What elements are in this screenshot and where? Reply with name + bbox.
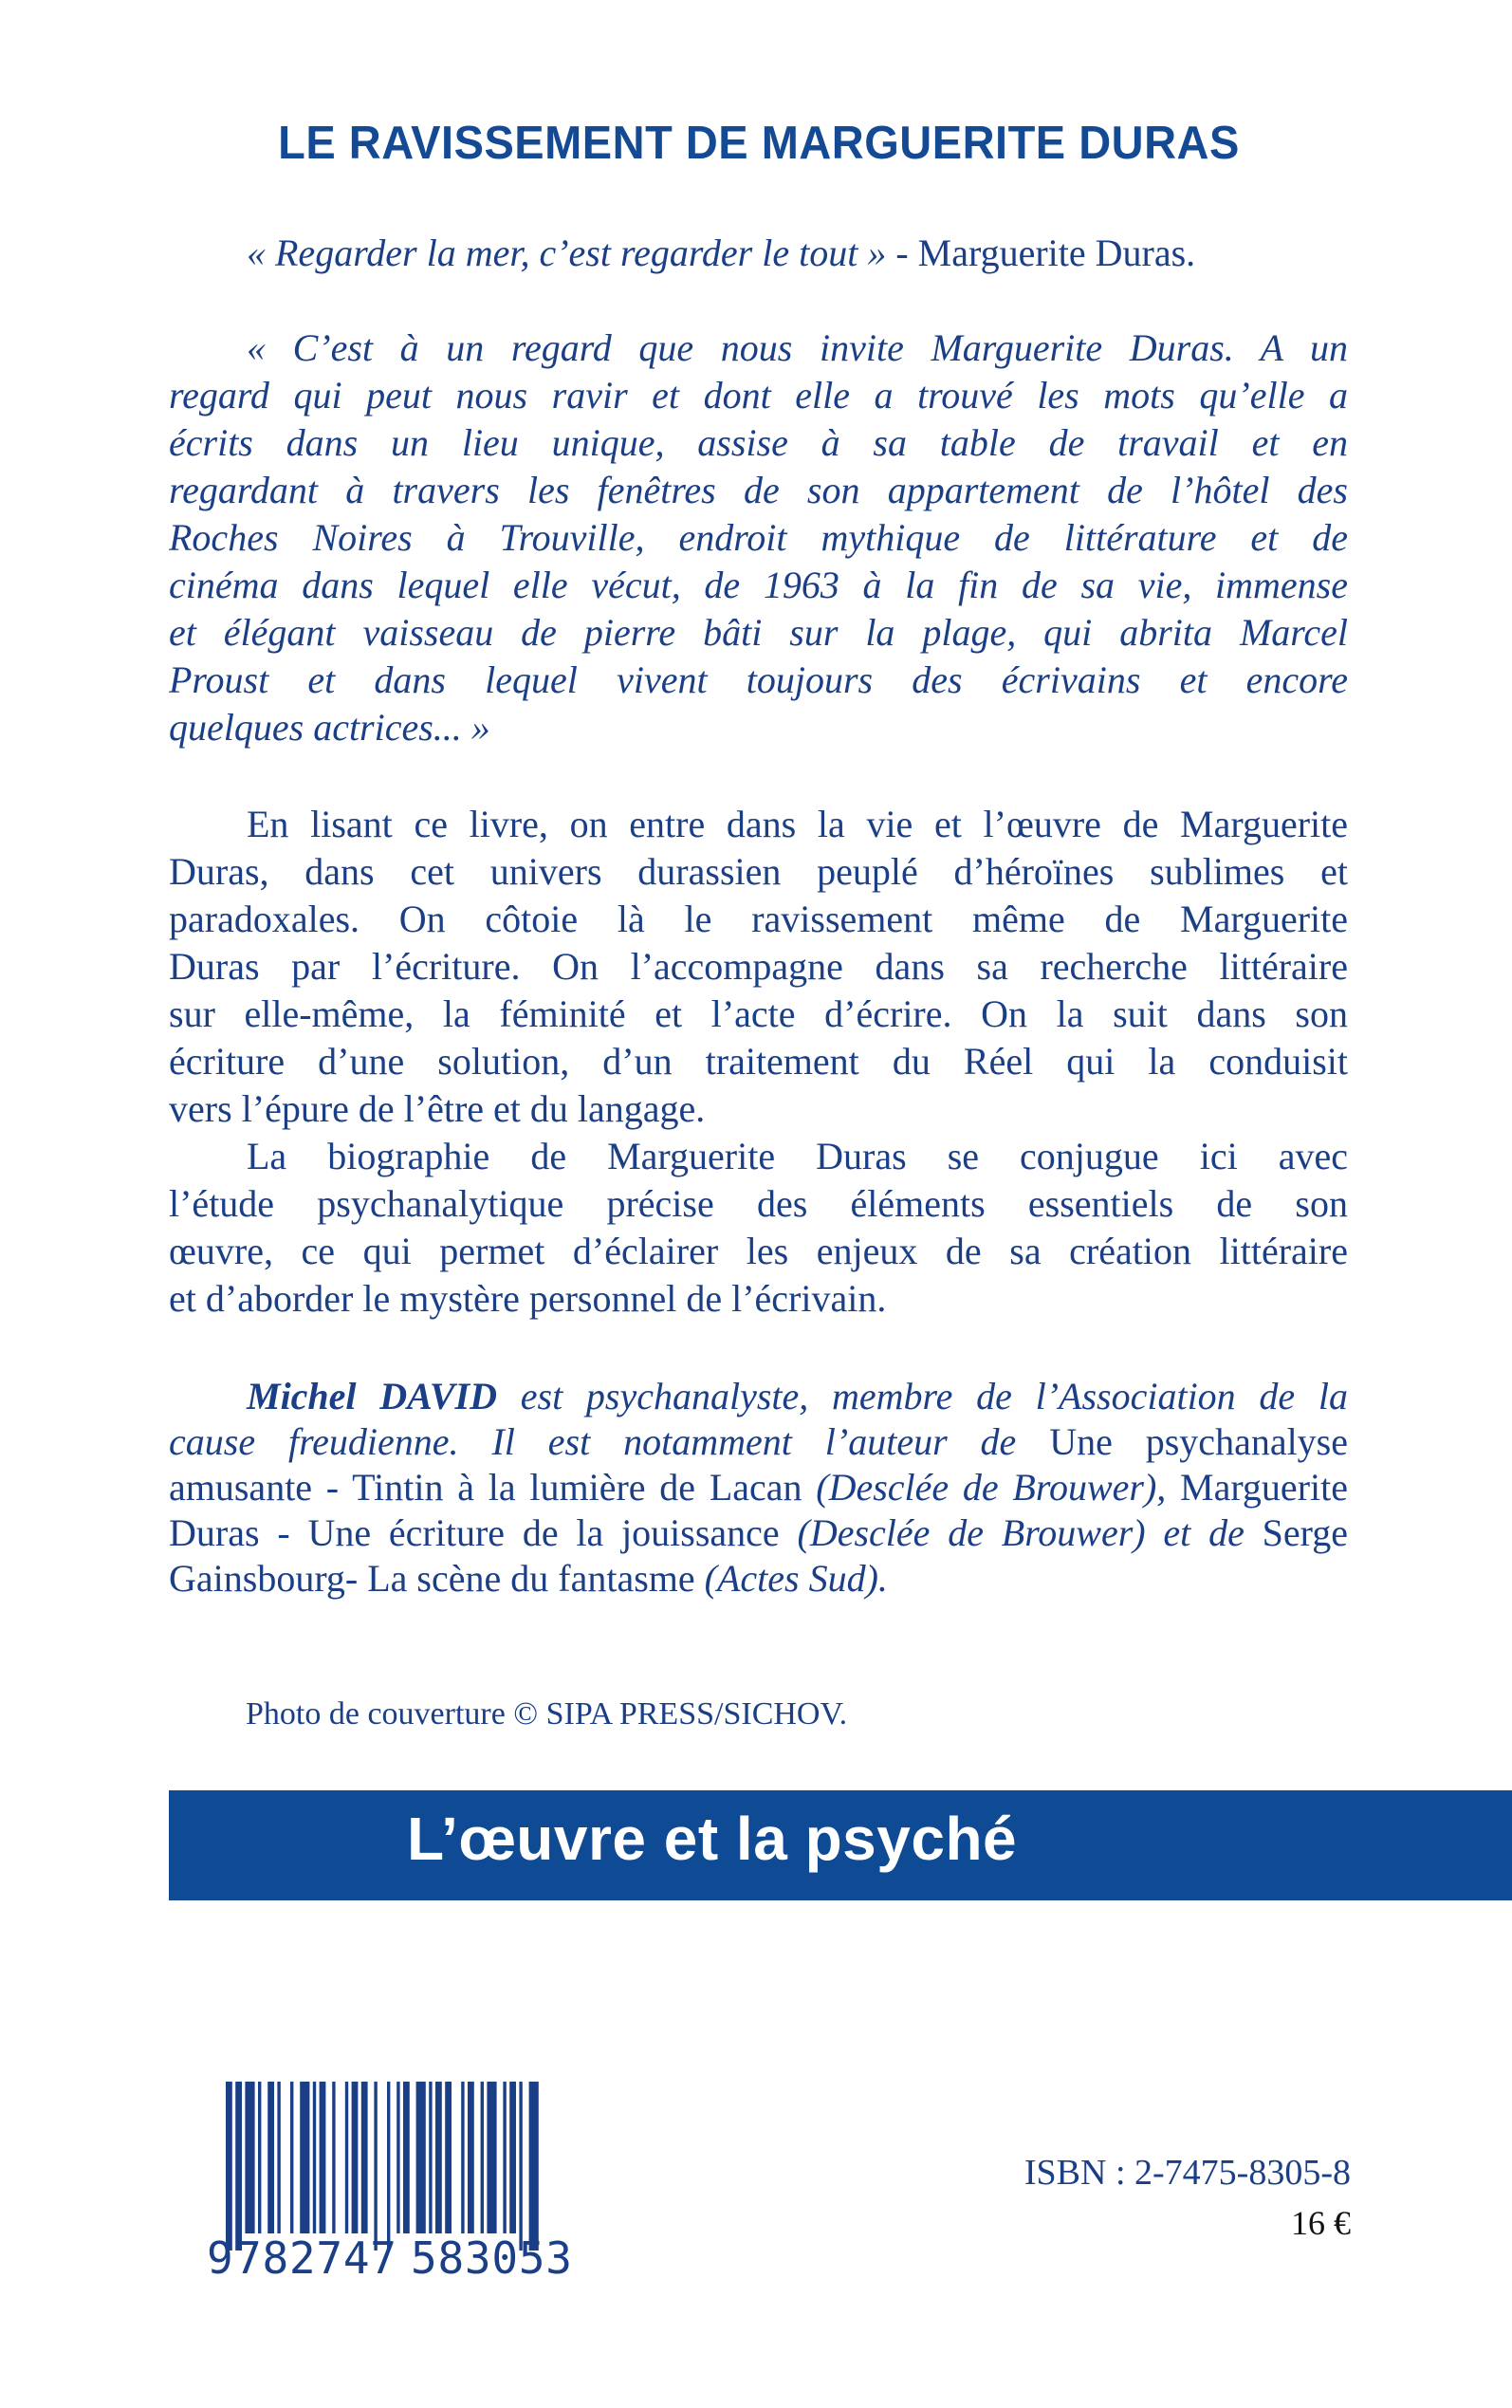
barcode-bar [396, 2082, 399, 2233]
text-segment: regard qui peut nous ravir et dont elle a trouvé les mots qu’elle a [169, 374, 1348, 417]
text-line [169, 848, 1348, 896]
barcode-bar [258, 2082, 261, 2233]
barcode-bar [416, 2082, 426, 2233]
barcode-bar [361, 2082, 368, 2233]
text-segment: est psychanalyste, membre de l’Association de la [497, 1375, 1348, 1417]
text-segment: œuvre, ce qui permet d’éclairer les enjeux de sa création littéraire [169, 1230, 1348, 1272]
barcode-bar [487, 2082, 496, 2233]
barcode-digits: 583053 [411, 2232, 572, 2281]
barcode-bar [461, 2082, 464, 2233]
barcode-bar [267, 2082, 274, 2233]
barcode-bar [481, 2082, 484, 2233]
text-line [169, 562, 1348, 609]
barcode-bar [313, 2082, 316, 2233]
barcode-bar [519, 2082, 522, 2251]
author-bio [169, 1374, 1348, 1602]
text-line [169, 1180, 1348, 1228]
text-segment: amusante - Tintin à la lumière de Lacan [169, 1466, 817, 1509]
text-segment: La biographie de Marguerite Duras se conjugue ici avec [247, 1135, 1348, 1177]
text-line [169, 1419, 1348, 1465]
text-line [169, 943, 1348, 991]
text-line [169, 1133, 1348, 1180]
text-line [169, 1465, 1348, 1510]
text-line [169, 801, 1348, 848]
text-line [169, 896, 1348, 943]
text-segment: Duras par l’écriture. On l’accompagne dans sa recherche littéraire [169, 945, 1348, 988]
text-segment: Serge [1262, 1511, 1348, 1554]
text-segment: vers l’épure de l’être et du langage. [169, 1087, 706, 1130]
text-line [169, 467, 1348, 514]
price: 16 € [1291, 2204, 1351, 2242]
text-segment: Une psychanalyse [1049, 1420, 1348, 1463]
isbn: ISBN : 2-7475-8305-8 [1023, 2153, 1351, 2193]
text-segment: Duras - Une écriture de la jouissance [169, 1511, 798, 1554]
intro-quote-paragraph [169, 324, 1348, 751]
text-line [169, 609, 1348, 657]
barcode-bar [374, 2082, 377, 2251]
barcode-bar [277, 2082, 280, 2233]
text-segment: sur elle-même, la féminité et l’acte d’écrire. On la suit dans son [169, 992, 1348, 1035]
collection-banner [169, 1790, 1512, 1900]
barcode-bar [429, 2082, 432, 2233]
barcode-bar [435, 2082, 442, 2233]
author-name: Michel DAVID [247, 1375, 498, 1417]
text-line [169, 230, 1348, 277]
text-segment: Marguerite [1166, 1466, 1348, 1509]
text-segment: (Actes Sud). [704, 1557, 888, 1600]
barcode-bar [509, 2082, 516, 2233]
barcode-bar [290, 2082, 293, 2233]
text-segment: « Regarder la mer, c’est regarder le tout » [247, 232, 887, 274]
barcode-bar [332, 2082, 335, 2233]
barcode-digits: 782747 [235, 2232, 396, 2281]
text-segment: Proust et dans lequel vivent toujours des écrivains et encore [169, 658, 1348, 701]
collection-name: L’œuvre et la psyché [407, 1805, 1018, 1873]
photo-credit: Photo de couverture © SIPA PRESS/SICHOV. [246, 1696, 848, 1732]
text-line [169, 419, 1348, 467]
barcode-bar [245, 2082, 254, 2233]
text-segment: Roches Noires à Trouville, endroit mythique de littérature et de [169, 516, 1348, 559]
text-line [169, 514, 1348, 562]
text-line [169, 1556, 1348, 1602]
text-line [169, 324, 1348, 372]
text-segment: écriture d’une solution, d’un traitement du Réel qui la conduisit [169, 1040, 1348, 1083]
text-line [169, 1374, 1348, 1419]
text-segment: (Desclée de Brouwer), [816, 1466, 1167, 1509]
text-segment: Gainsbourg- La scène du fantasme [169, 1557, 705, 1600]
barcode [207, 2082, 605, 2281]
text-line [169, 1275, 1348, 1323]
text-segment: Duras, dans cet univers durassien peuplé d’héroïnes sublimes et [169, 850, 1348, 893]
barcode-bar [503, 2082, 506, 2233]
text-line [169, 657, 1348, 704]
text-line [169, 372, 1348, 419]
text-segment: quelques actrices... » [169, 706, 490, 749]
text-segment: - Marguerite Duras. [886, 232, 1196, 274]
epigraph-quote [169, 230, 1348, 277]
text-segment: et d’aborder le mystère personnel de l’écrivain. [169, 1277, 887, 1320]
text-line [169, 704, 1348, 751]
text-segment: En lisant ce livre, on entre dans la vie et l’œuvre de Marguerite [247, 803, 1348, 845]
barcode-bar [300, 2082, 309, 2233]
barcode-bar [226, 2082, 232, 2251]
text-line [169, 1228, 1348, 1275]
text-segment: « C’est à un regard que nous invite Marguerite Duras. A un [247, 326, 1348, 369]
barcode-bar [235, 2082, 242, 2251]
text-segment: paradoxales. On côtoie là le ravissement même de Marguerite [169, 898, 1348, 940]
barcode-bar [468, 2082, 474, 2233]
book-title: LE RAVISSEMENT DE MARGUERITE DURAS [278, 115, 1240, 169]
barcode-bar [320, 2082, 326, 2233]
text-line [169, 1085, 1348, 1133]
barcode-bar [445, 2082, 452, 2233]
barcode-bar [387, 2082, 390, 2251]
text-segment: cause freudienne. Il est notamment l’auteur de [169, 1420, 1050, 1463]
description-paragraph [169, 801, 1348, 1323]
text-segment: cinéma dans lequel elle vécut, de 1963 à la fin de sa vie, immense [169, 564, 1348, 606]
text-line [169, 1038, 1348, 1085]
barcode-bar [529, 2082, 539, 2251]
text-segment: regardant à travers les fenêtres de son appartement de l’hôtel des [169, 469, 1348, 511]
barcode-bar [403, 2082, 410, 2233]
text-segment: l’étude psychanalytique précise des éléments essentiels de son [169, 1182, 1348, 1225]
barcode-bar [345, 2082, 348, 2233]
text-line [169, 991, 1348, 1038]
text-line [169, 1510, 1348, 1556]
text-segment: écrits dans un lieu unique, assise à sa table de travail et en [169, 421, 1348, 464]
text-segment: et élégant vaisseau de pierre bâti sur la plage, qui abrita Marcel [169, 611, 1348, 654]
barcode-digits: 9 [207, 2232, 233, 2281]
barcode-bar [352, 2082, 359, 2233]
text-segment: (Desclée de Brouwer) et de [797, 1511, 1263, 1554]
